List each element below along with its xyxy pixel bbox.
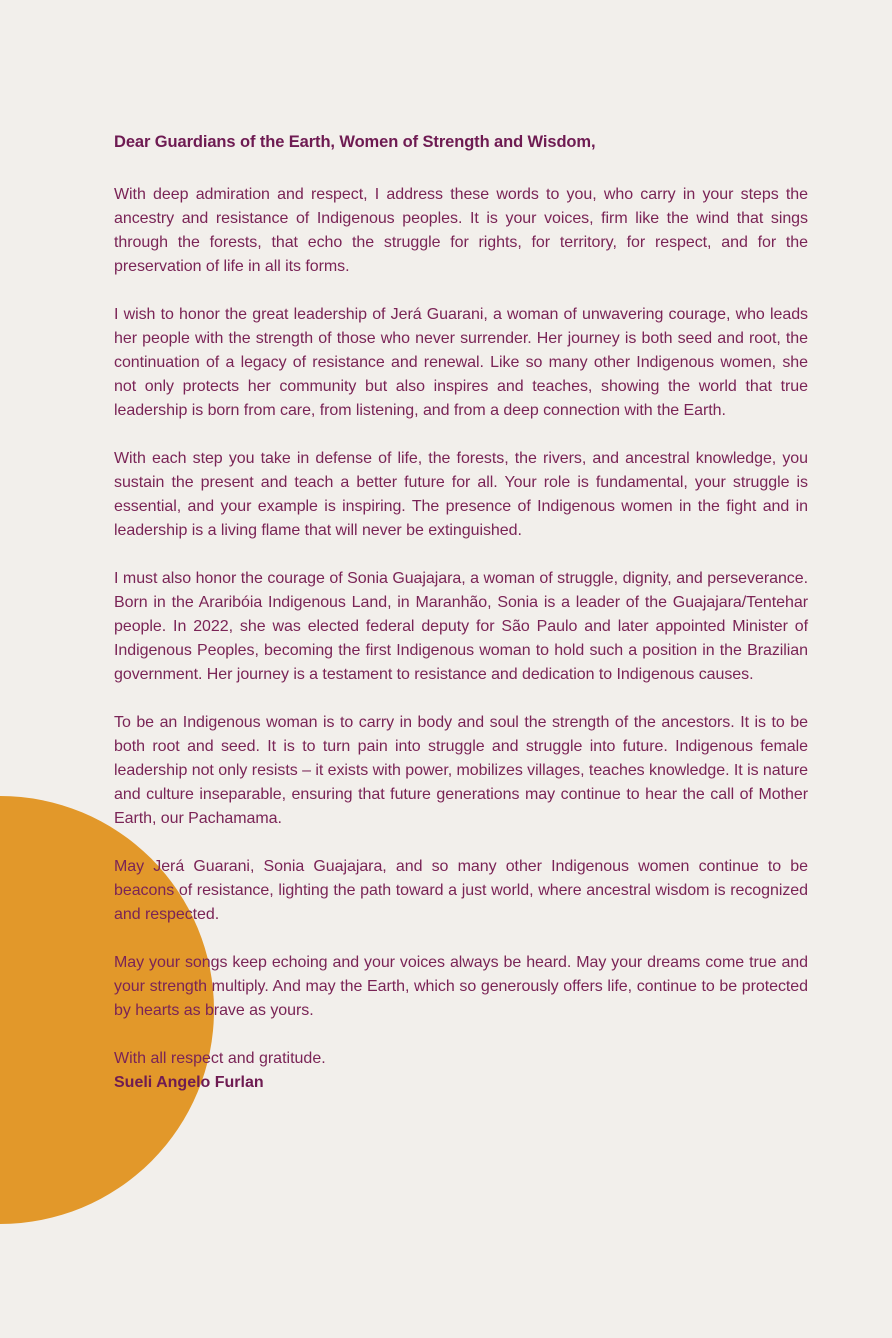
letter-paragraph: I wish to honor the great leadership of Jerá Guarani, a woman of unwavering courage, who leads her people with the strength of those who never surrender. Her journey is both seed and root, the continuation of a legacy of resistance and renewal. Like so many other Indigenous women, she not only protects her community but also inspires and teaches, showing the world that true leadership is born from care, from listening, and from a deep connection with the Earth. [114, 306, 808, 420]
letter-paragraph: I must also honor the courage of Sonia Guajajara, a woman of struggle, dignity, and perseverance. Born in the Araribóia Indigenous Land, in Maranhão, Sonia is a leader of the Guajajara/Tentehar people. In 2022, she was elected federal deputy for São Paulo and later appointed Minister of Indigenous Peoples, becoming the first Indigenous woman to hold such a position in the Brazilian government. Her journey is a testament to resistance and dedication to Indigenous causes. [114, 570, 808, 684]
letter-closing: With all respect and gratitude. [114, 1050, 326, 1068]
letter-paragraph: To be an Indigenous woman is to carry in body and soul the strength of the ancestors. It is to be both root and seed. It is to turn pain into struggle and struggle into future. Indigenous female leadership not only resists – it exists with power, mobilizes villages, teaches knowledge. It is nature and culture inseparable, ensuring that future generations may continue to hear the call of Mother Earth, our Pachamama. [114, 714, 808, 828]
letter-signature: Sueli Angelo Furlan [114, 1074, 264, 1092]
letter-salutation: Dear Guardians of the Earth, Women of Strength and Wisdom, [114, 133, 596, 151]
letter-paragraph: May your songs keep echoing and your voices always be heard. May your dreams come true and your strength multiply. And may the Earth, which so generously offers life, continue to be protected by hearts as brave as yours. [114, 954, 808, 1020]
letter-paragraph: With each step you take in defense of life, the forests, the rivers, and ancestral knowledge, you sustain the present and teach a better future for all. Your role is fundamental, your struggle is essential, and your example is inspiring. The presence of Indigenous women in the fight and in leadership is a living flame that will never be extinguished. [114, 450, 808, 540]
letter-paragraph: May Jerá Guarani, Sonia Guajajara, and so many other Indigenous women continue to be beacons of resistance, lighting the path toward a just world, where ancestral wisdom is recognized and respected. [114, 858, 808, 924]
letter-paragraph: With deep admiration and respect, I address these words to you, who carry in your steps the ancestry and resistance of Indigenous peoples. It is your voices, firm like the wind that sings through the forests, that echo the struggle for rights, for territory, for respect, and for the preservation of life in all its forms. [114, 186, 808, 276]
